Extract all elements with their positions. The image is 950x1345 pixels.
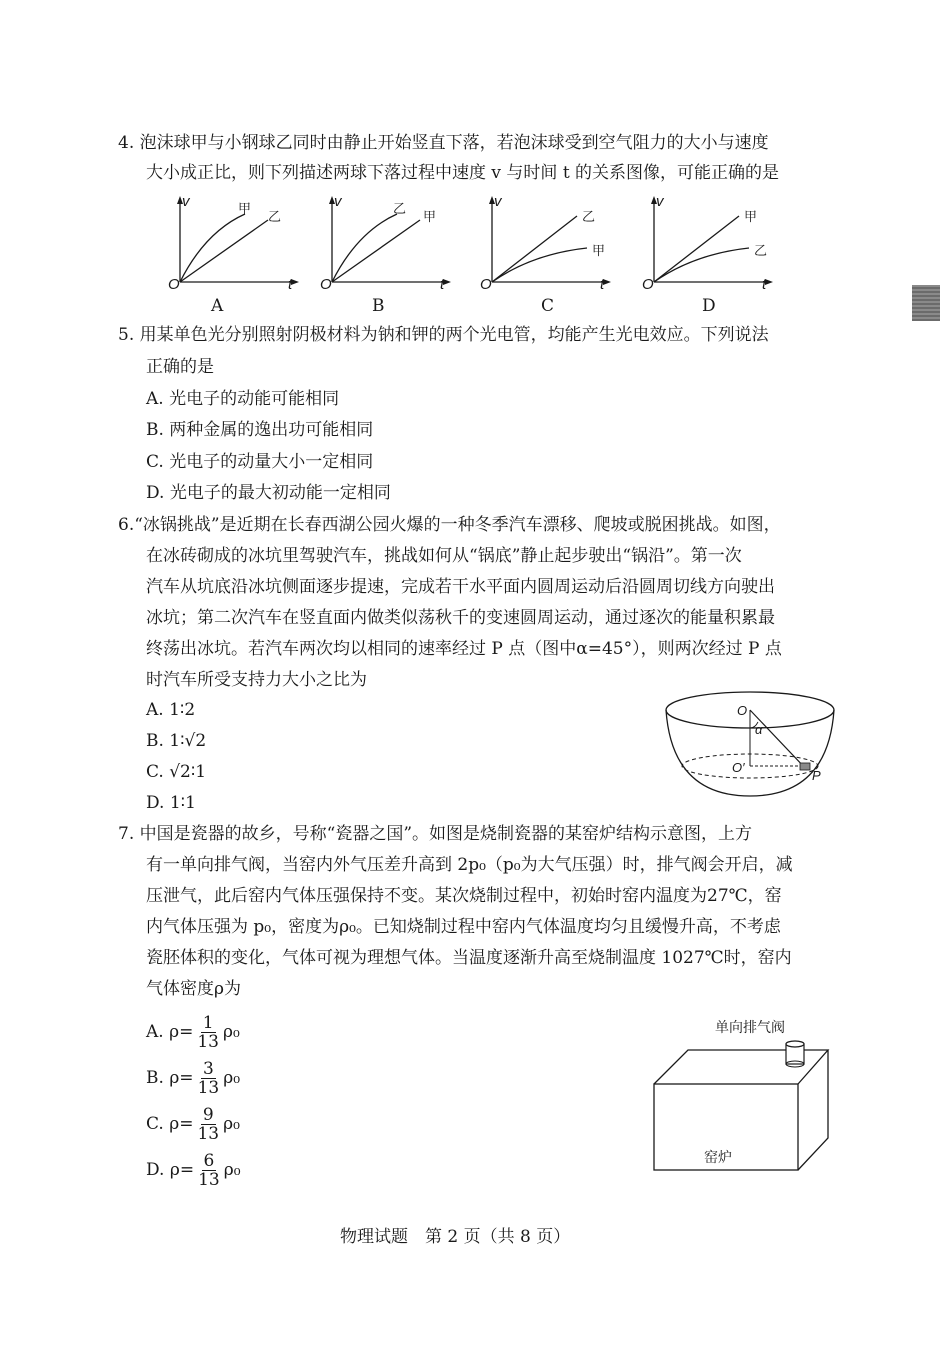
q7-line-5: 瓷胚体积的变化，气体可视为理想气体。当温度逐渐升高至烧制温度 1027℃时，窑内 bbox=[146, 948, 792, 968]
graph-b-label-upper: 乙 bbox=[393, 201, 407, 216]
graph-b-axis-t: t bbox=[440, 276, 445, 293]
q7-option-a-letter: A. bbox=[146, 1022, 164, 1042]
graph-c-axis-v: v bbox=[494, 193, 502, 210]
q7-option-b bbox=[146, 1060, 240, 1097]
q7-option-c-fraction bbox=[197, 1106, 219, 1143]
graph-c-axis-t: t bbox=[600, 276, 605, 293]
q7-option-b-rhs: ρ₀ bbox=[223, 1068, 241, 1088]
q7-option-c-numerator: 9 bbox=[202, 1105, 214, 1125]
graph-d-origin: O bbox=[642, 276, 654, 293]
q5-option-d: D. 光电子的最大初动能一定相同 bbox=[146, 483, 391, 503]
graph-a-label: A bbox=[211, 296, 224, 316]
q7-option-a-lhs: ρ= bbox=[169, 1022, 194, 1042]
q7-line-1: 7. 中国是瓷器的故乡，号称“瓷器之国”。如图是烧制瓷器的某窑炉结构示意图，上方 bbox=[118, 824, 753, 844]
q7-option-b-denominator: 13 bbox=[197, 1078, 220, 1098]
graph-c-origin: O bbox=[480, 276, 492, 293]
q7-option-b-letter: B. bbox=[146, 1068, 164, 1088]
q7-option-c bbox=[146, 1106, 240, 1143]
graph-a-label-upper: 甲 bbox=[238, 201, 252, 216]
graph-d-axis-v: v bbox=[656, 193, 664, 210]
fig-point-p: P bbox=[812, 768, 821, 783]
q6-option-d: D. 1∶1 bbox=[146, 793, 196, 813]
fig-angle-alpha: α bbox=[755, 722, 763, 737]
q6-line-4: 冰坑；第二次汽车在竖直面内做类似荡秋千的变速圆周运动，通过逐次的能量积累最 bbox=[146, 608, 775, 628]
q7-line-3: 压泄气，此后窑内气体压强保持不变。某次烧制过程中，初始时窑内温度为27℃，窑 bbox=[146, 886, 782, 906]
q6-line-1: 6.“冰锅挑战”是近期在长春西湖公园火爆的一种冬季汽车漂移、爬坡或脱困挑战。如图， bbox=[118, 515, 781, 535]
graph-b-origin: O bbox=[320, 276, 332, 293]
q7-option-d-fraction bbox=[198, 1152, 220, 1189]
q5-option-b: B. 两种金属的逸出功可能相同 bbox=[146, 420, 374, 440]
kiln-label: 窑炉 bbox=[704, 1150, 732, 1166]
q7-option-d-letter: D. bbox=[146, 1160, 165, 1180]
q7-option-a bbox=[146, 1014, 240, 1051]
q5-option-c: C. 光电子的动量大小一定相同 bbox=[146, 452, 374, 472]
q6-line-5: 终荡出冰坑。若汽车两次均以相同的速率经过 P 点（图中α=45°），则两次经过 P 点 bbox=[146, 639, 782, 659]
q4-line-1: 4. 泡沫球甲与小钢球乙同时由静止开始竖直下落，若泡沫球受到空气阻力的大小与速度 bbox=[118, 133, 769, 153]
q7-option-d bbox=[146, 1152, 241, 1189]
graph-b-label: B bbox=[372, 296, 385, 316]
graph-a-axis-t: t bbox=[288, 276, 293, 293]
q7-line-2: 有一单向排气阀，当窑内外气压差升高到 2p₀（p₀为大气压强）时，排气阀会开启，减 bbox=[146, 855, 793, 875]
q7-option-b-numerator: 3 bbox=[202, 1059, 214, 1079]
q4-line-2: 大小成正比，则下列描述两球下落过程中速度 v 与时间 t 的关系图像，可能正确的是 bbox=[146, 163, 780, 183]
q5-line-2: 正确的是 bbox=[146, 357, 214, 377]
page-footer: 物理试题 第 2 页（共 8 页） bbox=[340, 1227, 571, 1247]
graph-d-label: D bbox=[702, 296, 716, 316]
q7-option-c-letter: C. bbox=[146, 1114, 164, 1134]
fig-point-o-prime: O′ bbox=[732, 760, 745, 775]
graph-d-label-lower: 乙 bbox=[754, 243, 768, 258]
q5-option-a: A. 光电子的动能可能相同 bbox=[146, 389, 340, 409]
q7-option-b-fraction bbox=[198, 1060, 220, 1097]
q7-option-d-denominator: 13 bbox=[198, 1170, 220, 1190]
q6-option-a: A. 1∶2 bbox=[146, 700, 196, 720]
graph-d-label-upper: 甲 bbox=[744, 209, 758, 224]
q6-line-3: 汽车从坑底沿冰坑侧面逐步提速，完成若干水平面内圆周运动后沿圆周切线方向驶出 bbox=[146, 577, 775, 597]
q7-option-d-rhs: ρ₀ bbox=[223, 1160, 241, 1180]
graph-b-label-lower: 甲 bbox=[423, 209, 437, 224]
q7-option-d-lhs: ρ= bbox=[169, 1160, 195, 1180]
q7-option-a-rhs: ρ₀ bbox=[222, 1022, 240, 1042]
q7-option-a-fraction bbox=[197, 1014, 219, 1051]
graph-c-label-lower: 甲 bbox=[592, 243, 606, 258]
q7-option-c-rhs: ρ₀ bbox=[223, 1114, 240, 1134]
kiln-figure bbox=[648, 1040, 838, 1175]
q6-option-c: C. √2∶1 bbox=[146, 762, 207, 782]
side-tab-marker bbox=[912, 285, 940, 321]
q7-option-d-numerator: 6 bbox=[203, 1151, 215, 1171]
graph-a-origin: O bbox=[168, 276, 180, 293]
q7-option-b-lhs: ρ= bbox=[169, 1068, 194, 1088]
graph-a-label-lower: 乙 bbox=[268, 209, 282, 224]
q5-line-1: 5. 用某单色光分别照射阴极材料为钠和钾的两个光电管，均能产生光电效应。下列说法 bbox=[118, 325, 769, 345]
q7-option-c-denominator: 13 bbox=[197, 1124, 220, 1144]
q7-option-c-lhs: ρ= bbox=[169, 1114, 194, 1134]
q6-option-b: B. 1∶√2 bbox=[146, 731, 207, 751]
q7-option-a-numerator: 1 bbox=[202, 1013, 214, 1033]
graph-d-axis-t: t bbox=[762, 276, 767, 293]
graph-c-label-upper: 乙 bbox=[582, 209, 596, 224]
graph-b-axis-v: v bbox=[334, 193, 342, 210]
q7-line-4: 内气体压强为 p₀，密度为ρ₀。已知烧制过程中窑内气体温度均匀且缓慢升高，不考虑 bbox=[146, 917, 781, 937]
q6-line-6: 时汽车所受支持力大小之比为 bbox=[146, 670, 367, 690]
fig-point-o: O bbox=[737, 703, 748, 718]
q7-option-a-denominator: 13 bbox=[197, 1032, 219, 1052]
graph-a-axis-v: v bbox=[182, 193, 190, 210]
q6-line-2: 在冰砖砌成的冰坑里驾驶汽车，挑战如何从“锅底”静止起步驶出“锅沿”。第一次 bbox=[146, 546, 742, 566]
graph-c-label: C bbox=[541, 296, 555, 316]
ice-bowl-figure bbox=[662, 688, 842, 803]
valve-label: 单向排气阀 bbox=[715, 1020, 785, 1036]
q7-line-6: 气体密度ρ为 bbox=[146, 979, 241, 999]
